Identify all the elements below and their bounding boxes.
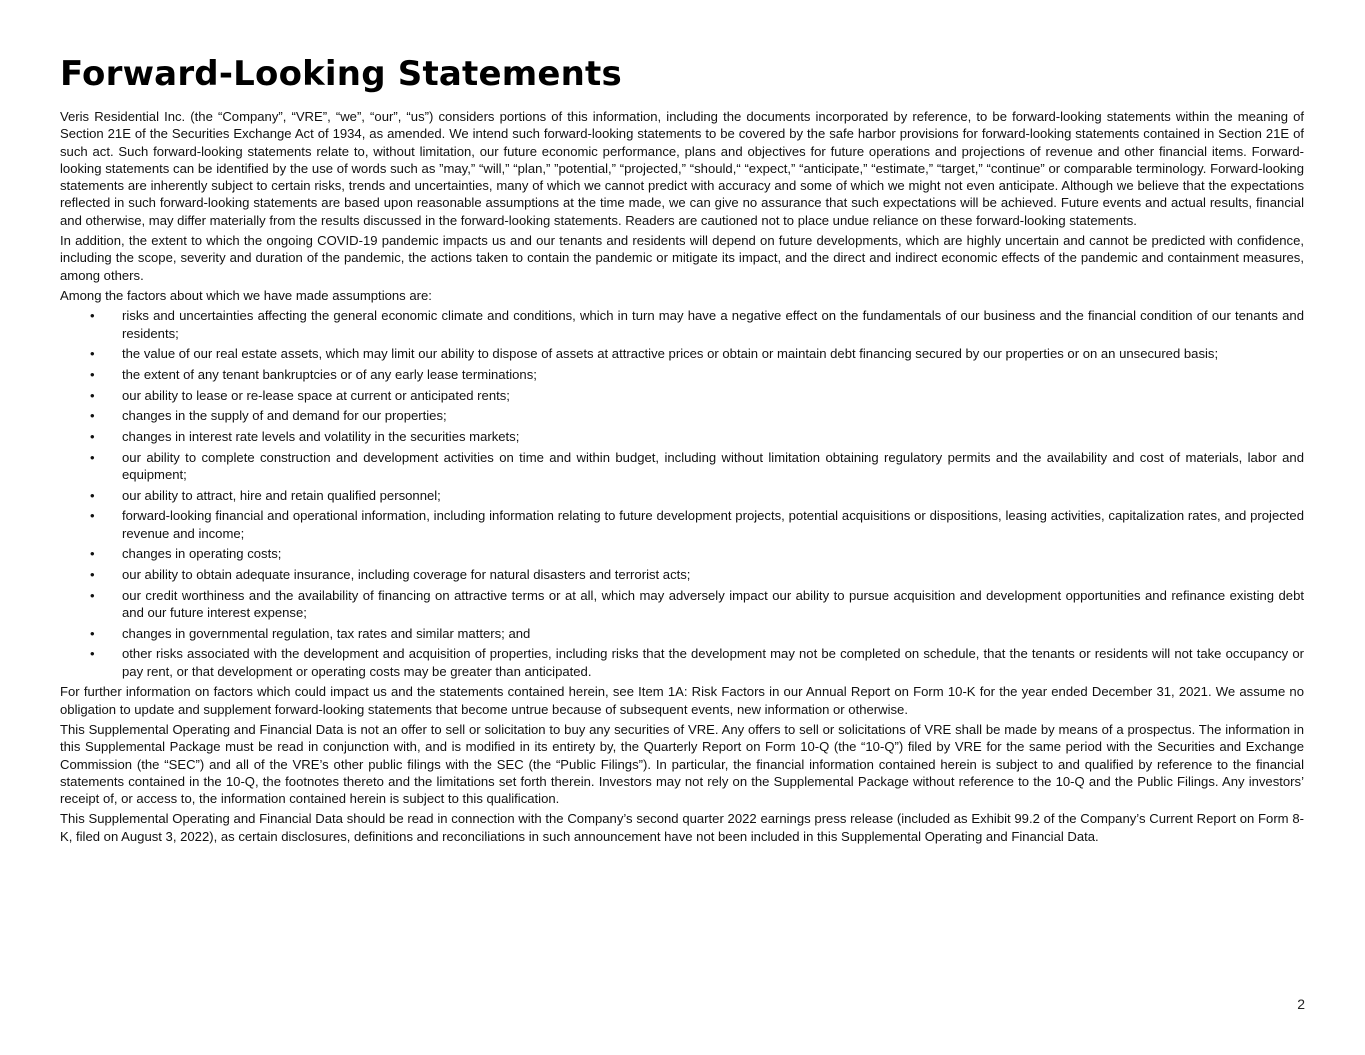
bullet-icon: • bbox=[90, 587, 95, 603]
bullet-icon: • bbox=[90, 346, 95, 362]
list-item bbox=[60, 387, 1304, 404]
page-title: Forward-Looking Statements bbox=[60, 54, 622, 94]
list-item bbox=[60, 507, 1304, 542]
page-number: 2 bbox=[1297, 996, 1305, 1012]
bullet-icon: • bbox=[90, 408, 95, 424]
list-item bbox=[60, 645, 1304, 680]
list-item-text: changes in interest rate levels and volatility in the securities markets; bbox=[122, 429, 520, 444]
further-info-paragraph: For further information on factors which could impact us and the statements contained herein, see Item 1A: Risk Factors in our Annual Report on Form 10-K for the year ended December 31, 2021. We assume no obligation to update and supplement forward-looking statements that become untrue because of subsequent events, new information or otherwise. bbox=[60, 684, 1304, 717]
bullet-icon: • bbox=[90, 508, 95, 524]
covid-paragraph: In addition, the extent to which the ongoing COVID-19 pandemic impacts us and our tenants and residents will depend on future developments, which are highly uncertain and cannot be predicted with confidence, including the scope, severity and duration of the pandemic, the actions taken to contain the pandemic or mitigate its impact, and the direct and indirect economic effects of the pandemic and containment measures, among others. bbox=[60, 233, 1304, 283]
bullet-icon: • bbox=[90, 567, 95, 583]
list-item-text: the value of our real estate assets, which may limit our ability to dispose of assets at attractive prices or obtain or maintain debt financing secured by our properties or on an unsecured basis; bbox=[122, 346, 1219, 362]
bullet-icon: • bbox=[90, 366, 95, 382]
bullet-icon: • bbox=[90, 487, 95, 503]
bullet-icon: • bbox=[90, 387, 95, 403]
list-item-text: our ability to attract, hire and retain qualified personnel; bbox=[122, 487, 441, 503]
list-item-text: our credit worthiness and the availability of financing on attractive terms or at all, which may adversely impact our ability to pursue acquisition and development opportunities and refinance existing debt and our future interest expense; bbox=[122, 587, 1304, 621]
list-item-text: changes in the supply of and demand for our properties; bbox=[122, 408, 447, 424]
document-page bbox=[60, 54, 1304, 848]
list-item-text: the extent of any tenant bankruptcies or of any early lease terminations; bbox=[122, 366, 537, 382]
factors-intro: Among the factors about which we have made assumptions are: bbox=[60, 287, 432, 303]
bullet-icon: • bbox=[90, 546, 95, 562]
list-item bbox=[60, 566, 1304, 583]
bullet-icon: • bbox=[90, 625, 95, 641]
bullet-icon: • bbox=[90, 449, 95, 465]
list-item-text: changes in operating costs; bbox=[122, 546, 282, 562]
list-item bbox=[60, 307, 1304, 342]
list-item-text: changes in governmental regulation, tax rates and similar matters; and bbox=[122, 625, 531, 641]
list-item-text: forward-looking financial and operational information, including information relating to future development projects, potential acquisitions or dispositions, leasing activities, capitalization rates, and projected revenue and income; bbox=[122, 508, 1304, 541]
list-item-text: risks and uncertainties affecting the general economic climate and conditions, which in turn may have a negative effect on the fundamentals of our business and the financial condition of our tenants and residents; bbox=[122, 308, 1304, 341]
list-item-text: our ability to complete construction and development activities on time and within budget, including without limitation obtaining regulatory permits and the availability and cost of materials, labor and equipment; bbox=[122, 449, 1304, 482]
list-item-text: our ability to lease or re-lease space at current or anticipated rents; bbox=[122, 387, 510, 403]
press-release-paragraph: This Supplemental Operating and Financial Data should be read in connection with the Company’s second quarter 2022 earnings press release (included as Exhibit 99.2 of the Company’s Current Report on Form 8-K, filed on August 3, 2022), as certain disclosures, definitions and reconciliations in such announcement have not been included in this Supplemental Operating and Financial Data. bbox=[60, 811, 1304, 844]
list-item bbox=[60, 449, 1304, 484]
bullet-icon: • bbox=[90, 646, 95, 662]
bullet-icon: • bbox=[90, 429, 95, 444]
bullet-icon: • bbox=[90, 308, 95, 324]
list-item-text: other risks associated with the development and acquisition of properties, including risks that the development may not be completed on schedule, that the tenants or residents will not take occupancy or pay rent, or that development or operating costs may be greater than anticipated. bbox=[122, 646, 1304, 679]
list-item bbox=[60, 345, 1304, 362]
list-item bbox=[60, 428, 1304, 445]
intro-paragraph: Veris Residential Inc. (the “Company”, “VRE”, “we”, “our”, “us”) considers portions of this information, including the documents incorporated by reference, to be forward-looking statements within the meaning of Section 21E of the Securities Exchange Act of 1934, as amended. We intend such forward-looking statements to be covered by the safe harbor provisions for forward-looking statements contained in Section 21E of such act. Such forward-looking statements relate to, without limitation, our future economic performance, plans and objectives for future operations and projections of revenue and other financial items. Forward-looking statements can be identified by the use of words such as ”may,” “will,” “plan,” ”potential,” “projected,” “should,“ “expect,” “anticipate,” “estimate,” “target,” “continue” or comparable terminology. Forward-looking statements are inherently subject to certain risks, trends and uncertainties, many of which we cannot predict with accuracy and some of which we might not even anticipate. Although we believe that the expectations reflected in such forward-looking statements are based upon reasonable assumptions at the time made, we can give no assurance that such expectations will be achieved. Future events and actual results, financial and otherwise, may differ materially from the results discussed in the forward-looking statements. Readers are cautioned not to place undue reliance on these forward-looking statements. bbox=[60, 109, 1304, 228]
list-item bbox=[60, 366, 1304, 383]
factors-list bbox=[60, 307, 1304, 680]
disclaimer-paragraph: This Supplemental Operating and Financial Data is not an offer to sell or solicitation to buy any securities of VRE. Any offers to sell or solicitations of VRE shall be made by means of a prospectus. The information in this Supplemental Package must be read in conjunction with, and is modified in its entirety by, the Quarterly Report on Form 10-Q (the “10-Q”) filed by VRE for the same period with the Securities and Exchange Commission (the “SEC”) and all of the VRE’s other public filings with the SEC (the “Public Filings”). In particular, the financial information contained herein is subject to and qualified by reference to the financial statements contained in the 10-Q, the footnotes thereto and the limitations set forth therein. Investors may not rely on the Supplemental Package without reference to the 10-Q and the Public Filings. Any investors’ receipt of, or access to, the information contained herein is subject to this qualification. bbox=[60, 721, 1304, 807]
list-item-text: our ability to obtain adequate insurance, including coverage for natural disasters and terrorist acts; bbox=[122, 567, 691, 583]
list-item bbox=[60, 407, 1304, 424]
list-item bbox=[60, 587, 1304, 622]
list-item bbox=[60, 487, 1304, 504]
list-item bbox=[60, 545, 1304, 562]
list-item bbox=[60, 625, 1304, 642]
